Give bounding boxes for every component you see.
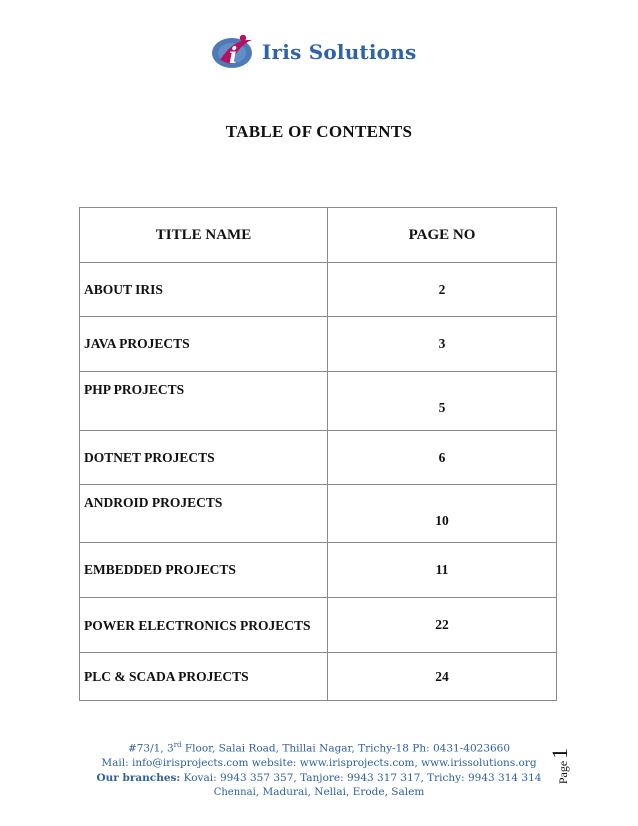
page-number-value: 1	[547, 747, 572, 759]
row-title: PHP PROJECTS	[80, 372, 328, 431]
row-page: 3	[328, 317, 557, 372]
row-page: 6	[328, 431, 557, 485]
brand-name: Iris Solutions	[262, 40, 417, 64]
footer-cities: Chennai, Madurai, Nellai, Erode, Salem	[213, 786, 425, 798]
column-header-page: PAGE NO	[328, 208, 557, 263]
iris-logo-icon	[210, 30, 260, 74]
row-title: EMBEDDED PROJECTS	[80, 543, 328, 598]
table-row	[80, 598, 557, 653]
row-page: 2	[328, 263, 557, 317]
row-title: ABOUT IRIS	[80, 263, 328, 317]
branches-label: Our branches:	[96, 771, 181, 784]
table-row	[80, 263, 557, 317]
row-page-value: 10	[435, 512, 449, 528]
row-title: POWER ELECTRONICS PROJECTS	[80, 598, 328, 653]
table-row	[80, 372, 557, 431]
row-page	[328, 372, 557, 431]
brand-logo	[210, 30, 420, 74]
footer-mail: Mail: info@irisprojects.com website: www.irisprojects.com, www.irissolutions.org	[101, 757, 537, 769]
page-footer	[92, 738, 546, 801]
table-row	[80, 653, 557, 701]
page-title: TABLE OF CONTENTS	[225, 122, 413, 141]
row-title: ANDROID PROJECTS	[80, 485, 328, 543]
row-title: DOTNET PROJECTS	[80, 431, 328, 485]
table-row	[80, 317, 557, 372]
svg-text:i: i	[229, 43, 238, 69]
table-row	[80, 431, 557, 485]
footer-address: #73/1, 3rd Floor, Salai Road, Thillai Nagar, Trichy-18 Ph: 0431-4023660	[127, 741, 511, 755]
row-page: 11	[328, 543, 557, 598]
row-page-value: 5	[438, 400, 446, 415]
row-page	[328, 485, 557, 543]
table-row	[80, 543, 557, 598]
row-page: 22	[328, 598, 557, 653]
table-header-row	[80, 208, 557, 263]
page-number	[547, 736, 572, 796]
row-title: JAVA PROJECTS	[80, 317, 328, 372]
page-label: Page	[556, 760, 570, 785]
footer-branches: Our branches: Kovai: 9943 357 357, Tanjore: 9943 317 317, Trichy: 9943 314 314	[96, 771, 542, 784]
row-page: 24	[328, 653, 557, 701]
table-row	[80, 485, 557, 543]
row-title: PLC & SCADA PROJECTS	[80, 653, 328, 701]
column-header-title: TITLE NAME	[80, 208, 328, 263]
contents-table	[79, 207, 557, 701]
